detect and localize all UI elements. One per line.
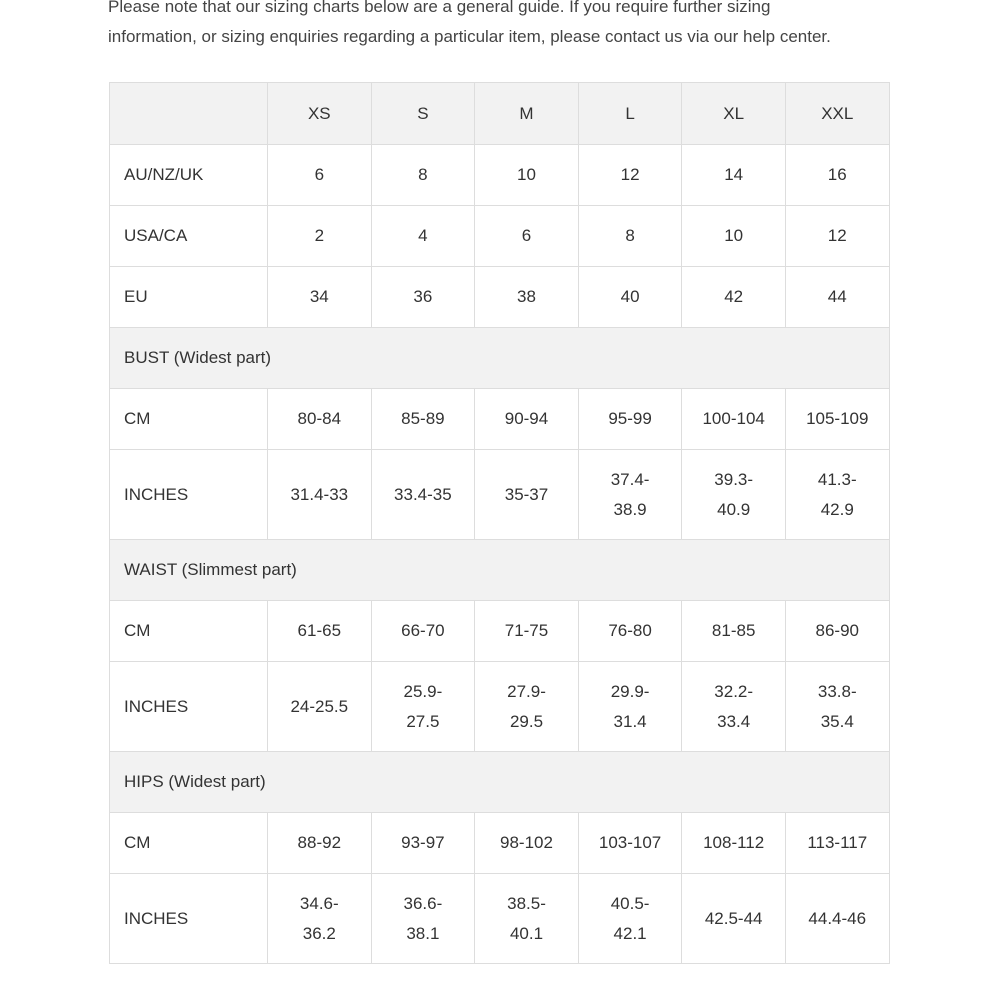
- table-cell: 8: [578, 206, 682, 267]
- table-cell: 88-92: [268, 813, 372, 874]
- table-cell: 105-109: [785, 389, 889, 450]
- row-label: INCHES: [110, 450, 268, 540]
- table-cell: 10: [475, 145, 579, 206]
- table-cell: 42.5-44: [682, 874, 786, 964]
- measurement-cm-row: [110, 601, 890, 662]
- table-cell: 37.4- 38.9: [578, 450, 682, 540]
- table-cell: 36.6- 38.1: [371, 874, 475, 964]
- table-cell: 6: [475, 206, 579, 267]
- row-label: AU/NZ/UK: [110, 145, 268, 206]
- table-cell: 108-112: [682, 813, 786, 874]
- table-cell: 95-99: [578, 389, 682, 450]
- row-label: CM: [110, 389, 268, 450]
- header-cell-xl: XL: [682, 83, 786, 145]
- size-chart-table: [109, 82, 890, 964]
- table-cell: 80-84: [268, 389, 372, 450]
- size-conversion-row: [110, 145, 890, 206]
- table-cell: 40.5- 42.1: [578, 874, 682, 964]
- row-label: INCHES: [110, 874, 268, 964]
- table-cell: 34.6- 36.2: [268, 874, 372, 964]
- table-cell: 34: [268, 267, 372, 328]
- table-cell: 27.9- 29.5: [475, 662, 579, 752]
- table-cell: 103-107: [578, 813, 682, 874]
- row-label: CM: [110, 813, 268, 874]
- measurement-inches-row: [110, 874, 890, 964]
- table-cell: 93-97: [371, 813, 475, 874]
- header-cell-xs: XS: [268, 83, 372, 145]
- table-cell: 29.9- 31.4: [578, 662, 682, 752]
- table-cell: 61-65: [268, 601, 372, 662]
- table-cell: 113-117: [785, 813, 889, 874]
- row-label: INCHES: [110, 662, 268, 752]
- section-title: BUST (Widest part): [110, 328, 890, 389]
- table-cell: 32.2- 33.4: [682, 662, 786, 752]
- size-chart-body: [110, 83, 890, 964]
- measurement-inches-row: [110, 662, 890, 752]
- table-cell: 8: [371, 145, 475, 206]
- table-cell: 98-102: [475, 813, 579, 874]
- header-cell-m: M: [475, 83, 579, 145]
- table-cell: 10: [682, 206, 786, 267]
- measurement-cm-row: [110, 813, 890, 874]
- table-cell: 76-80: [578, 601, 682, 662]
- table-cell: 86-90: [785, 601, 889, 662]
- section-header-row: [110, 752, 890, 813]
- table-cell: 100-104: [682, 389, 786, 450]
- section-header-row: [110, 540, 890, 601]
- row-label: USA/CA: [110, 206, 268, 267]
- header-cell-l: L: [578, 83, 682, 145]
- section-title: WAIST (Slimmest part): [110, 540, 890, 601]
- table-cell: 39.3- 40.9: [682, 450, 786, 540]
- row-label: EU: [110, 267, 268, 328]
- table-cell: 44.4-46: [785, 874, 889, 964]
- table-cell: 41.3- 42.9: [785, 450, 889, 540]
- table-cell: 71-75: [475, 601, 579, 662]
- table-cell: 2: [268, 206, 372, 267]
- table-cell: 12: [578, 145, 682, 206]
- table-cell: 42: [682, 267, 786, 328]
- size-conversion-row: [110, 206, 890, 267]
- header-cell-empty: [110, 83, 268, 145]
- size-conversion-row: [110, 267, 890, 328]
- table-cell: 6: [268, 145, 372, 206]
- table-cell: 36: [371, 267, 475, 328]
- table-cell: 40: [578, 267, 682, 328]
- section-title: HIPS (Widest part): [110, 752, 890, 813]
- table-cell: 16: [785, 145, 889, 206]
- table-cell: 85-89: [371, 389, 475, 450]
- table-cell: 33.8- 35.4: [785, 662, 889, 752]
- table-cell: 66-70: [371, 601, 475, 662]
- header-cell-xxl: XXL: [785, 83, 889, 145]
- table-cell: 90-94: [475, 389, 579, 450]
- intro-line-2: information, or sizing enquiries regarding a particular item, please contact us via our help center.: [108, 27, 831, 46]
- row-label: CM: [110, 601, 268, 662]
- table-cell: 12: [785, 206, 889, 267]
- table-cell: 4: [371, 206, 475, 267]
- intro-text: [108, 0, 908, 52]
- header-row: [110, 83, 890, 145]
- table-cell: 25.9- 27.5: [371, 662, 475, 752]
- table-cell: 44: [785, 267, 889, 328]
- section-header-row: [110, 328, 890, 389]
- table-cell: 24-25.5: [268, 662, 372, 752]
- table-cell: 14: [682, 145, 786, 206]
- table-cell: 31.4-33: [268, 450, 372, 540]
- table-cell: 35-37: [475, 450, 579, 540]
- measurement-inches-row: [110, 450, 890, 540]
- table-cell: 38: [475, 267, 579, 328]
- measurement-cm-row: [110, 389, 890, 450]
- table-cell: 81-85: [682, 601, 786, 662]
- table-cell: 38.5- 40.1: [475, 874, 579, 964]
- intro-line-1: Please note that our sizing charts below are a general guide. If you require further sizing: [108, 0, 771, 16]
- table-cell: 33.4-35: [371, 450, 475, 540]
- header-cell-s: S: [371, 83, 475, 145]
